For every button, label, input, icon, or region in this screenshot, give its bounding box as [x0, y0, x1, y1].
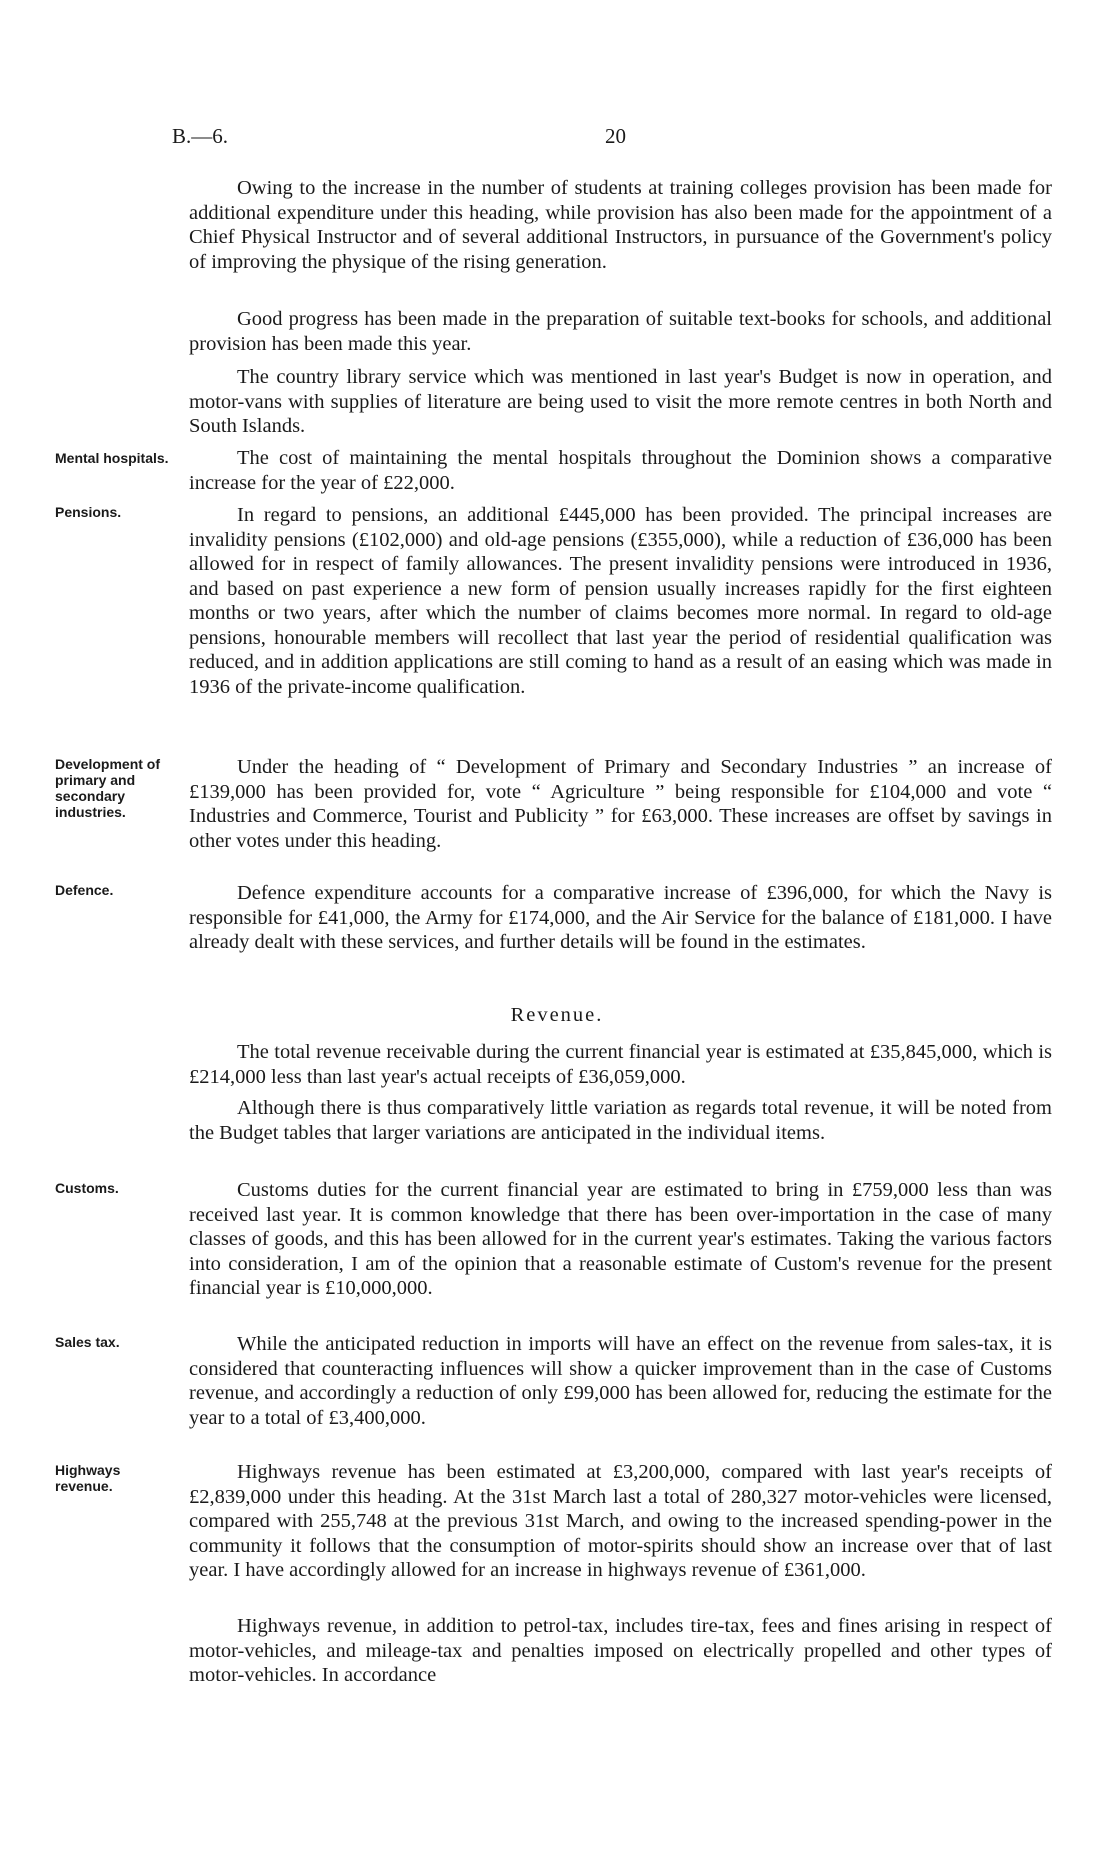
paragraph-defence: Defence expenditure accounts for a comparative increase of £396,000, for which the Navy is responsible for £41,000, the Army for £174,000, and the Air Service for the balance of £181,000. I have already dealt with these services, and further details will be found in the estimates.: [189, 882, 1052, 953]
paragraph-highways-composition: Highways revenue, in addition to petrol-tax, includes tire-tax, fees and fines arising in respect of motor-vehicles, and mileage-tax and penalties imposed on electrically propelled and other types of motor-vehicles. In accordance: [189, 1615, 1052, 1686]
paragraph-pensions: In regard to pensions, an additional £445,000 has been provided. The principal increases are invalidity pensions (£102,000) and old-age pensions (£355,000), while a reduction of £36,000 has been allowed for in respect of family allowances. The present invalidity pensions were introduced in 1936, and based on past experience a new form of pension usually increases rapidly for the first eighteen months or two years, after which the number of claims becomes more normal. In regard to old-age pensions, honourable members will recollect that last year the period of residential qualification was reduced, and in addition applications are still coming to hand as a result of an easing which was made in 1936 of the private-income qualification.: [189, 504, 1052, 698]
side-note-mental-hospitals: Mental hospitals.: [55, 450, 169, 466]
paragraph-revenue-variation: Although there is thus comparatively little variation as regards total revenue, it will be noted from the Budget tables that larger variations are anticipated in the individual items.: [189, 1097, 1052, 1144]
paragraph-customs: Customs duties for the current financial year are estimated to bring in £759,000 less than was received last year. It is common knowledge that there has been over-importation in the case of many classes of goods, and this has been allowed for in the current year's estimates. Taking the various factors into consideration, I am of the opinion that a reasonable estimate of Custom's revenue for the present financial year is £10,000,000.: [189, 1179, 1052, 1299]
side-note-pensions: Pensions.: [55, 504, 122, 520]
paragraph-training-colleges: Owing to the increase in the number of students at training colleges provision has been made for additional expenditure under this heading, while provision has also been made for the appointment of a Chief Physical Instructor and of several additional Instructors, in pursuance of the Government's policy of improving the physique of the rising generation.: [189, 177, 1052, 273]
paragraph-total-revenue: The total revenue receivable during the current financial year is estimated at £35,845,000, which is £214,000 less than last year's actual receipts of £36,059,000.: [189, 1041, 1052, 1088]
paragraph-development-industries: Under the heading of “ Development of Primary and Secondary Industries ” an increase of £139,000 has been provided for, vote “ Agriculture ” being responsible for £104,000 and vote “ Industries and Commerce, Tourist and Publicity ” for £63,000. These increases are offset by savings in other votes under this heading.: [189, 756, 1052, 852]
paragraph-mental-hospitals: The cost of maintaining the mental hospitals throughout the Dominion shows a comparative increase for the year of £22,000.: [189, 447, 1052, 494]
side-note-customs: Customs.: [55, 1180, 119, 1196]
paragraph-library-service: The country library service which was mentioned in last year's Budget is now in operation, and motor-vans with supplies of literature are being used to visit the more remote centres in both North and South Islands.: [189, 366, 1052, 437]
section-heading-revenue: Revenue.: [510, 1004, 604, 1026]
paragraph-highways-revenue: Highways revenue has been estimated at £3,200,000, compared with last year's receipts of £2,839,000 under this heading. At the 31st March last a total of 280,327 motor-vehicles were licensed, compared with 255,748 at the previous 31st March, and owing to the increased spending-power in the community it follows that the consumption of motor-spirits should show an increase over that of last year. I have accordingly allowed for an increase in highways revenue of £361,000.: [189, 1461, 1052, 1581]
page-number: 20: [605, 124, 626, 148]
side-note-development-industries: Development of primary and secondary industries.: [55, 756, 161, 820]
paragraph-sales-tax: While the anticipated reduction in imports will have an effect on the revenue from sales-tax, it is considered that counteracting influences will show a quicker improvement than in the case of Customs revenue, and accordingly a reduction of only £99,000 has been allowed for, reducing the estimate for the year to a total of £3,400,000.: [189, 1333, 1052, 1429]
side-note-sales-tax: Sales tax.: [55, 1334, 120, 1350]
document-reference: B.—6.: [172, 124, 229, 148]
side-note-highways-revenue: Highways revenue.: [55, 1462, 121, 1494]
paragraph-text-books: Good progress has been made in the preparation of suitable text-books for schools, and additional provision has been made this year.: [189, 308, 1052, 355]
side-note-defence: Defence.: [55, 882, 114, 898]
